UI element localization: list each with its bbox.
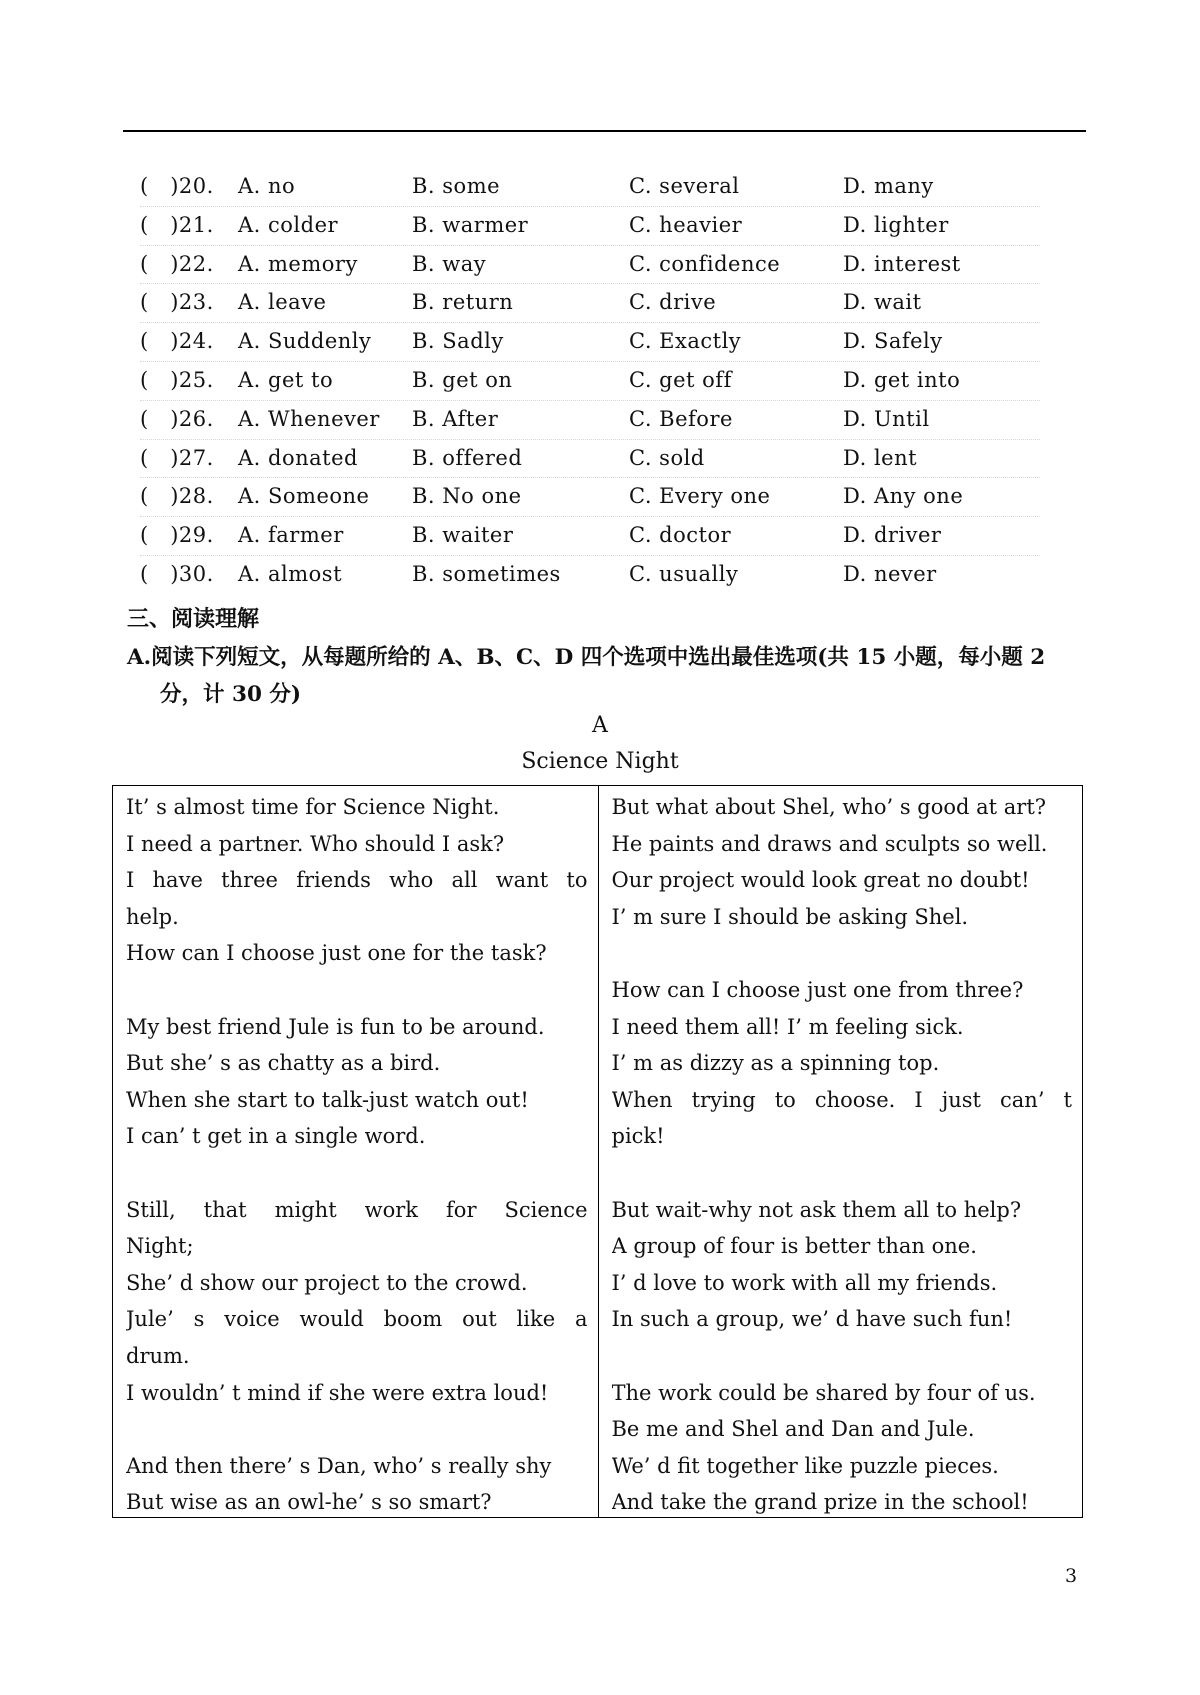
poem-left-column [113,786,598,1517]
option-a: A. Someone [238,484,370,509]
question-number: ( )30. [140,561,214,586]
question-number: ( )20. [140,174,214,198]
option-c: C. doctor [629,523,732,548]
poem-line: Still, that might work for Science [126,1197,588,1222]
option-c: C. usually [629,561,739,586]
question-row [140,246,1040,285]
passage-label: A [592,713,608,738]
option-b: B. After [412,406,499,431]
option-d: D. get into [843,367,961,392]
question-number: ( )21. [140,212,214,237]
poem-line: I need a partner. Who should I ask? [126,831,505,856]
multiple-choice-list [140,168,1040,594]
option-b: B. No one [412,484,522,509]
option-d: D. driver [843,523,942,548]
question-number: ( )22. [140,251,214,276]
option-c: C. sold [629,445,705,470]
header-rule [123,130,1086,132]
poem-line: drum. [126,1343,190,1368]
option-d: D. lighter [843,212,949,237]
question-number: ( )25. [140,367,214,392]
poem-table [112,785,1083,1518]
poem-line: And then there’ s Dan, who’ s really shy [126,1453,552,1478]
poem-line: I need them all! I’ m feeling sick. [611,1014,964,1039]
poem-line: When trying to choose. I just can’ t [611,1087,1072,1112]
option-a: A. no [238,174,296,198]
poem-line: And take the grand prize in the school! [611,1490,1029,1515]
poem-line: I wouldn’ t mind if she were extra loud! [126,1380,549,1405]
option-c: C. get off [629,367,732,392]
poem-line: A group of four is better than one. [611,1234,977,1259]
option-a: A. farmer [238,523,344,548]
poem-line: help. [126,904,179,929]
page-number: 3 [1065,1565,1078,1587]
option-d: D. Until [843,406,930,431]
question-row [140,517,1040,556]
poem-line [126,972,588,1009]
poem-line: The work could be shared by four of us. [611,1380,1036,1405]
option-d: D. never [843,561,937,586]
option-a: A. memory [238,251,358,276]
poem-line: I can’ t get in a single word. [126,1124,426,1149]
option-b: B. some [412,174,501,198]
instructions-line-1: A.阅读下列短文，从每题所给的 A、B、C、D 四个选项中选出最佳选项(共 15 小题，每小题 2 [127,645,1046,670]
question-row [140,207,1040,246]
poem-line: I’ d love to work with all my friends. [611,1270,998,1295]
option-d: D. interest [843,251,961,276]
option-b: B. get on [412,367,513,392]
poem-line: I have three friends who all want to [126,868,588,893]
section-title: 三、阅读理解 [127,606,260,632]
option-b: B. way [412,251,487,276]
option-a: A. Suddenly [238,329,372,354]
poem-line: We’ d fit together like puzzle pieces. [611,1453,999,1478]
question-row [140,556,1040,594]
option-a: A. almost [238,561,343,586]
poem-line [126,1155,588,1192]
option-b: B. sometimes [412,561,561,586]
question-row [140,362,1040,401]
poem-line: Be me and Shel and Dan and Jule. [611,1417,975,1442]
poem-line: Night; [126,1234,194,1259]
option-d: D. Any one [843,484,964,509]
poem-line: I’ m sure I should be asking Shel. [611,904,969,929]
question-row [140,323,1040,362]
question-row [140,478,1040,517]
poem-line: Jule’ s voice would boom out like a [126,1307,588,1332]
question-row [140,168,1040,207]
option-b: B. Sadly [412,329,504,354]
option-d: D. Safely [843,329,943,354]
option-c: C. Every one [629,484,771,509]
option-c: C. Exactly [629,329,742,354]
option-a: A. leave [238,290,327,315]
poem-line: I’ m as dizzy as a spinning top. [611,1051,940,1076]
poem-line [612,1155,1073,1192]
option-d: D. many [843,174,934,198]
option-d: D. lent [843,445,918,470]
option-c: C. confidence [629,251,781,276]
poem-line: pick! [611,1124,665,1149]
option-c: C. several [629,174,740,198]
option-c: C. Before [629,406,733,431]
question-number: ( )28. [140,484,214,509]
instructions-line-2: 分，计 30 分) [160,682,302,707]
question-number: ( )23. [140,290,214,315]
option-a: A. Whenever [238,406,380,431]
option-b: B. return [412,290,514,315]
poem-line: But she’ s as chatty as a bird. [126,1051,441,1076]
poem-line: How can I choose just one from three? [611,977,1024,1002]
poem-line: He paints and draws and sculpts so well. [611,831,1048,856]
poem-line: How can I choose just one for the task? [126,941,547,966]
poem-line [612,1338,1073,1375]
poem-line: Our project would look great no doubt! [611,868,1030,893]
question-row [140,401,1040,440]
poem-line: But what about Shel, who’ s good at art? [611,795,1047,819]
poem-line: When she start to talk-just watch out! [126,1087,529,1112]
option-c: C. heavier [629,212,743,237]
poem-line: But wait-why not ask them all to help? [611,1197,1022,1222]
poem-line: In such a group, we’ d have such fun! [611,1307,1013,1332]
poem-line: But wise as an owl-he’ s so smart? [126,1490,492,1515]
question-number: ( )27. [140,445,214,470]
option-b: B. warmer [412,212,529,237]
question-row [140,284,1040,323]
question-number: ( )26. [140,406,214,431]
poem-line: She’ d show our project to the crowd. [126,1270,528,1295]
poem-line: My best friend Jule is fun to be around. [126,1014,545,1039]
poem-line: It’ s almost time for Science Night. [126,795,500,819]
option-a: A. donated [238,445,358,470]
poem-line [126,1411,588,1448]
option-a: A. get to [238,367,334,392]
option-c: C. drive [629,290,717,315]
reading-instructions [127,639,1087,713]
option-b: B. waiter [412,523,514,548]
option-a: A. colder [238,212,339,237]
passage-title: Science Night [521,749,679,774]
option-d: D. wait [843,290,922,315]
poem-line [612,935,1073,972]
question-number: ( )24. [140,329,214,354]
poem-right-column [598,786,1083,1517]
question-row [140,440,1040,479]
option-b: B. offered [412,445,523,470]
question-number: ( )29. [140,523,214,548]
